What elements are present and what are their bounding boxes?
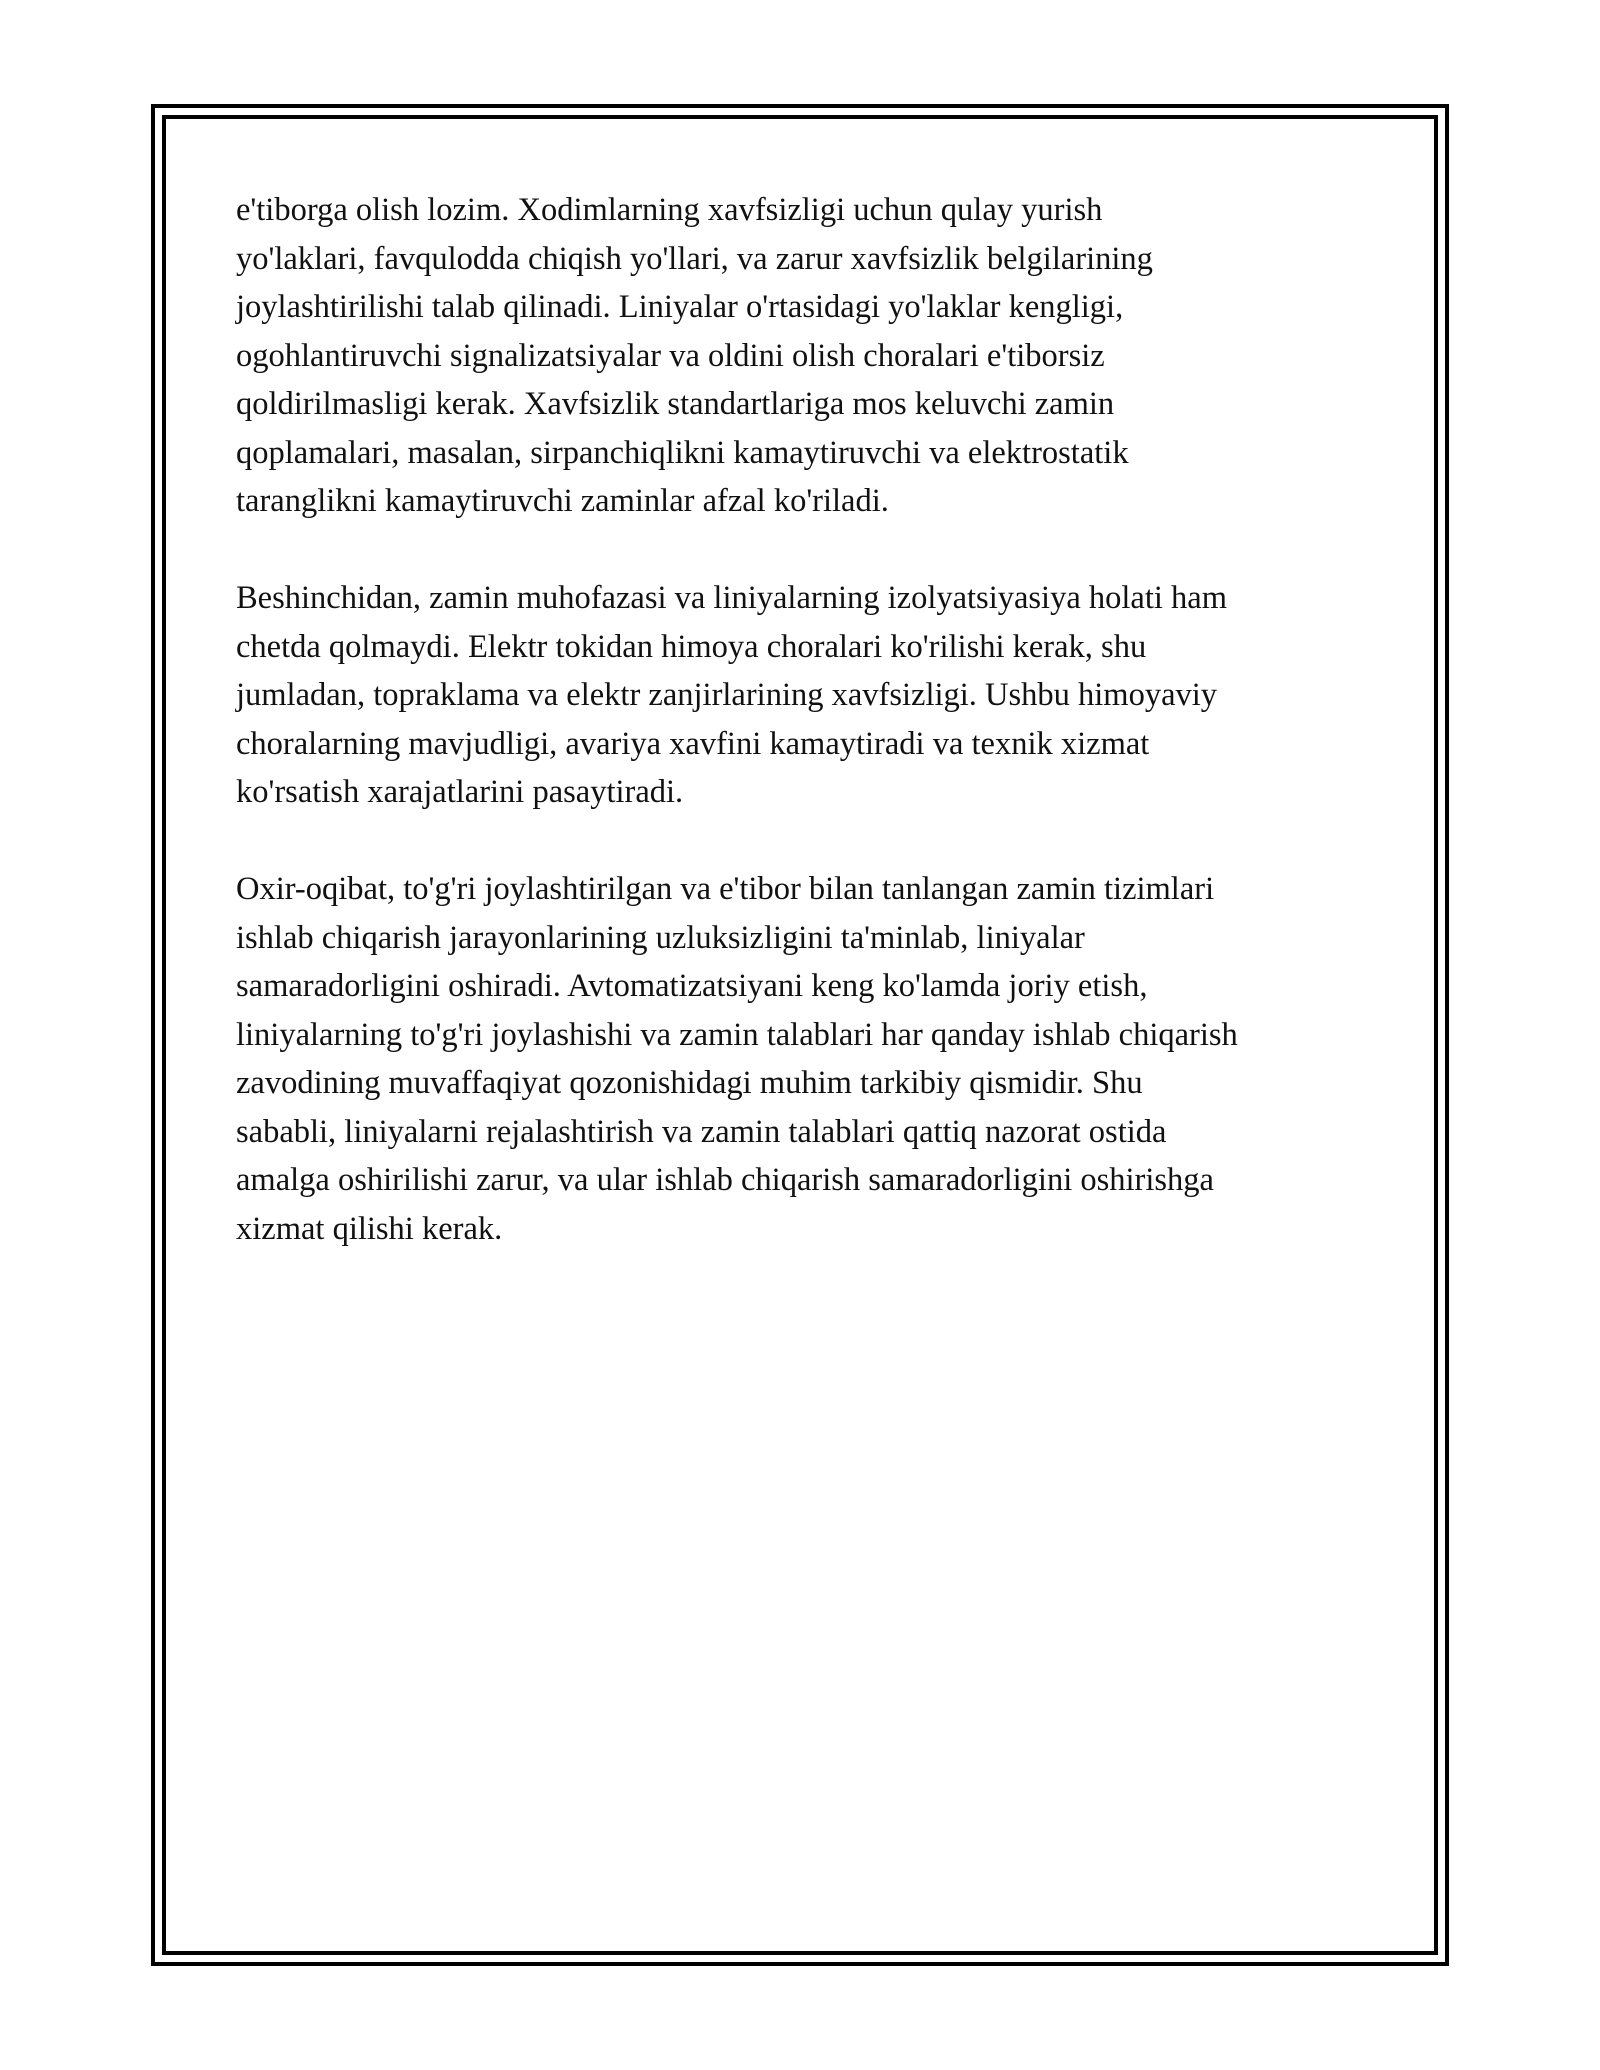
text-line: Oxir-oqibat, to'g'ri joylashtirilgan va e'tibor bilan tanlangan zamin tizimlari: [236, 871, 1215, 907]
text-line: amalga oshirilishi zarur, va ular ishlab chiqarish samaradorligini oshirishga: [236, 1162, 1214, 1198]
paragraph-1: [236, 186, 1386, 526]
text-line: sababli, liniyalarni rejalashtirish va zamin talablari qattiq nazorat ostida: [236, 1113, 1167, 1150]
text-line: chetda qolmaydi. Elektr tokidan himoya choralari ko'rilishi kerak, shu: [236, 628, 1147, 665]
paragraph-2: [236, 574, 1386, 817]
document-body: [236, 186, 1386, 1302]
text-line: joylashtirilishi talab qilinadi. Liniyalar o'rtasidagi yo'laklar kengligi,: [236, 289, 1124, 325]
text-line: ko'rsatish xarajatlarini pasaytiradi.: [236, 774, 684, 810]
text-line: xizmat qilishi kerak.: [236, 1210, 503, 1247]
text-line: qoldirilmasligi kerak. Xavfsizlik standartlariga mos keluvchi zamin: [236, 386, 1115, 422]
text-line: taranglikni kamaytiruvchi zaminlar afzal ko'riladi.: [236, 483, 889, 519]
text-line: Beshinchidan, zamin muhofazasi va liniyalarning izolyatsiyasiya holati ham: [236, 580, 1227, 616]
text-line: ogohlantiruvchi signalizatsiyalar va oldini olish choralari e'tiborsiz: [236, 337, 1105, 374]
text-line: jumladan, topraklama va elektr zanjirlarining xavfsizligi. Ushbu himoyaviy: [236, 677, 1218, 713]
text-line: yo'laklari, favqulodda chiqish yo'llari, va zarur xavfsizlik belgilarining: [236, 240, 1153, 277]
text-line: ishlab chiqarish jarayonlarining uzluksizligini ta'minlab, liniyalar: [236, 919, 1085, 956]
text-line: liniyalarning to'g'ri joylashishi va zamin talablari har qanday ishlab chiqarish: [236, 1016, 1238, 1053]
text-line: qoplamalari, masalan, sirpanchiqlikni kamaytiruvchi va elektrostatik: [236, 434, 1129, 471]
paragraph-3: [236, 865, 1386, 1253]
text-line: samaradorligini oshiradi. Avtomatizatsiyani keng ko'lamda joriy etish,: [236, 968, 1148, 1004]
text-line: zavodining muvaffaqiyat qozonishidagi muhim tarkibiy qismidir. Shu: [236, 1065, 1143, 1101]
text-line: e'tiborga olish lozim. Xodimlarning xavfsizligi uchun qulay yurish: [236, 192, 1103, 228]
text-line: choralarning mavjudligi, avariya xavfini kamaytiradi va texnik xizmat: [236, 725, 1150, 762]
